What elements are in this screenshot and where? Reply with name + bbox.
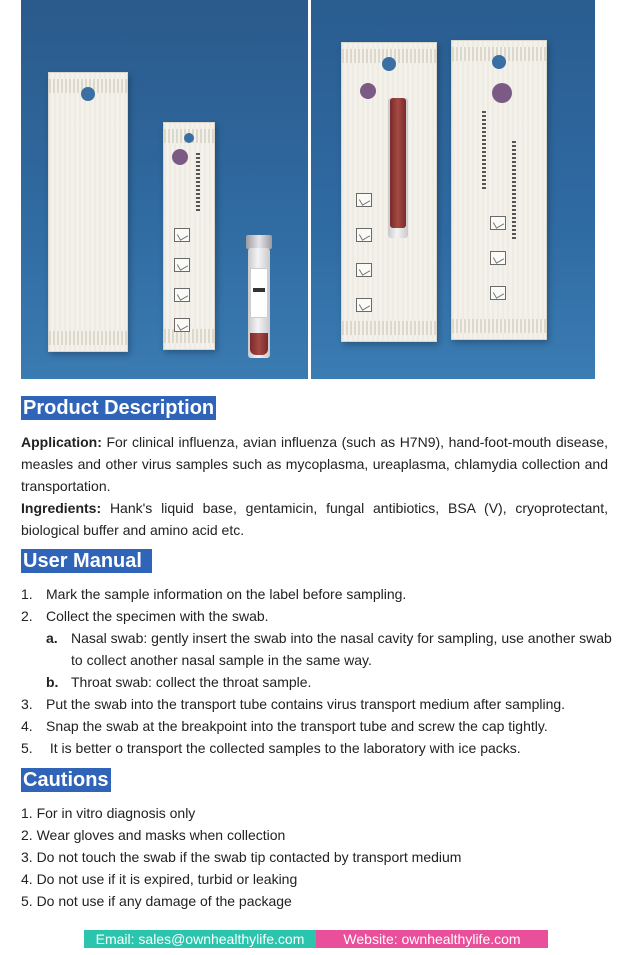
large-pouch [48, 72, 128, 352]
cautions-heading: Cautions [23, 769, 109, 791]
list-item: 3. Do not touch the swab if the swab tip contacted by transport medium [21, 849, 462, 865]
list-item: 3. Put the swab into the transport tube contains virus transport medium after sampling. [21, 696, 566, 712]
user-manual-steps [21, 583, 616, 759]
list-item: 4. Do not use if it is expired, turbid or leaking [21, 871, 298, 887]
tube-cap [246, 235, 272, 249]
brand-logo-icon [172, 149, 188, 165]
list-item: 2. Collect the specimen with the swab. [21, 608, 269, 624]
brand-logo-icon [492, 83, 512, 103]
instruction-icon [174, 228, 190, 242]
email-link[interactable]: Email: sales@ownhealthylife.com [84, 930, 316, 948]
photo-sealed-kits [311, 0, 595, 379]
list-item: 5. It is better o transport the collected samples to the laboratory with ice packs. [21, 740, 521, 756]
brand-logo-icon [360, 83, 376, 99]
instruction-icon [490, 251, 506, 265]
user-manual-heading: User Manual [21, 549, 152, 573]
application-text: For clinical influenza, avian influenza (such as H7N9), hand-foot-mouth disease, measles and other virus samples such as mycoplasma, ureaplasma, chlamydia collection and transportation. [21, 434, 609, 494]
transport-tube [248, 248, 270, 358]
instruction-icon [490, 286, 506, 300]
product-description-heading: Product Description [23, 397, 215, 419]
list-item: b. Throat swab: collect the throat sample. [46, 674, 312, 690]
contact-footer [84, 930, 548, 948]
instruction-icon [356, 228, 372, 242]
instruction-icon [356, 193, 372, 207]
instruction-icon [356, 263, 372, 277]
instruction-icon [356, 298, 372, 312]
ingredients-paragraph [21, 497, 608, 541]
instruction-icon [490, 216, 506, 230]
list-item: 2. Wear gloves and masks when collection [21, 827, 286, 843]
list-item: 1. Mark the sample information on the label before sampling. [21, 586, 407, 602]
instruction-icon [174, 288, 190, 302]
sealed-kit-with-tube [341, 42, 437, 342]
product-photos [21, 0, 595, 379]
sealed-kit [451, 40, 547, 340]
photo-kit-components [21, 0, 308, 379]
instruction-icon [174, 258, 190, 272]
cautions-list [21, 802, 461, 912]
list-item: 1. For in vitro diagnosis only [21, 805, 196, 821]
list-item: 5. Do not use if any damage of the package [21, 893, 292, 909]
application-paragraph [21, 431, 608, 497]
swab-pouch [163, 122, 215, 350]
list-item: 4. Snap the swab at the breakpoint into the transport tube and screw the cap tightly. [21, 718, 548, 734]
list-item: a. Nasal swab: gently insert the swab into the nasal cavity for sampling, use another swab to collect another nasal sample in the same way. [46, 630, 612, 668]
application-label: Application: [21, 434, 102, 450]
instruction-icon [174, 318, 190, 332]
website-link[interactable]: Website: ownhealthylife.com [316, 930, 548, 948]
ingredients-text: Hank's liquid base, gentamicin, fungal antibiotics, BSA (V), cryoprotectant, biological buffer and amino acid etc. [21, 500, 608, 538]
ingredients-label: Ingredients: [21, 500, 102, 516]
